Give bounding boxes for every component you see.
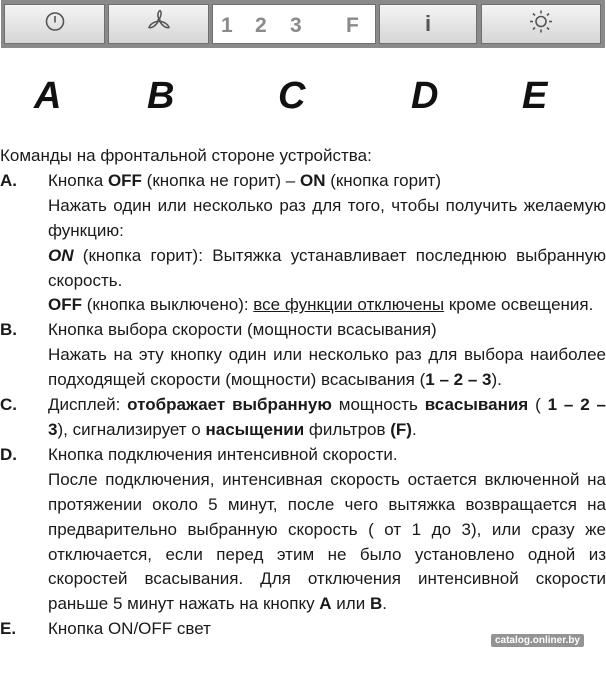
fan-speed-button[interactable] bbox=[108, 4, 209, 44]
intro-text: Команды на фронтальной стороне устройства: bbox=[0, 146, 372, 165]
display-digit-2: 2 bbox=[255, 14, 267, 37]
light-icon bbox=[528, 9, 554, 40]
label-d: D bbox=[411, 75, 439, 117]
label-b: B bbox=[147, 75, 175, 117]
display-digit-1: 1 bbox=[221, 14, 233, 37]
section-c-label: C. bbox=[0, 395, 17, 415]
section-a-on-text: ON (кнопка горит): Вытяжка устанавливает последнюю выбранную скорость. bbox=[48, 245, 606, 290]
label-a: A bbox=[34, 75, 62, 117]
info-icon: i bbox=[424, 11, 432, 36]
watermark: catalog.onliner.by bbox=[491, 634, 584, 647]
power-icon bbox=[44, 11, 66, 38]
section-d-title: Кнопка подключения интенсивной скорости. bbox=[48, 444, 398, 464]
control-panel bbox=[1, 0, 605, 48]
display-filter-indicator: F bbox=[346, 14, 359, 37]
section-b-title: Кнопка выбора скорости (мощности всасывания) bbox=[48, 320, 437, 340]
label-e: E bbox=[522, 75, 548, 117]
speed-display bbox=[212, 4, 376, 44]
section-a-title: Кнопка OFF (кнопка не горит) – ON (кнопка горит) bbox=[48, 170, 442, 190]
label-c: C bbox=[278, 75, 306, 117]
section-a-off-text: OFF (кнопка выключено): все функции отключены кроме освещения. bbox=[48, 295, 594, 315]
section-c bbox=[0, 393, 606, 443]
section-b bbox=[0, 318, 606, 393]
section-d bbox=[0, 443, 606, 617]
fan-icon bbox=[145, 10, 173, 39]
section-d-label: D. bbox=[0, 444, 17, 464]
section-b-text: Нажать на эту кнопку один или несколько раз для выбора наиболее подходящей скорости (мощности) всасывания (1 – 2 – 3). bbox=[48, 345, 606, 390]
section-b-label: B. bbox=[0, 320, 17, 340]
power-button[interactable] bbox=[4, 4, 105, 44]
intensive-speed-button[interactable] bbox=[379, 4, 477, 44]
section-e-label: E. bbox=[0, 619, 17, 639]
instructions bbox=[0, 144, 606, 642]
section-a bbox=[0, 169, 606, 318]
section-d-text: После подключения, интенсивная скорость остается включенной на протяжении около 5 минут, после чего вытяжка возвращается на предварительно выбранную скорость ( от 1 до 3), или сразу же отключается, если перед этим не было установлено одной из скоростей всасывания. Для отключения интенсивной скорости раньше 5 минут нажать на кнопку A или B. bbox=[48, 469, 606, 614]
section-e-title: Кнопка ON/OFF свет bbox=[48, 619, 211, 639]
section-c-text: Дисплей: отображает выбранную мощность всасывания ( 1 – 2 – 3), сигнализирует о насыщении фильтров (F). bbox=[48, 395, 606, 439]
section-a-text: Нажать один или несколько раз для того, чтобы получить желаемую функцию: bbox=[48, 195, 606, 240]
display-digit-3: 3 bbox=[290, 14, 302, 37]
light-button[interactable] bbox=[481, 4, 601, 44]
section-a-label: A. bbox=[0, 170, 17, 190]
